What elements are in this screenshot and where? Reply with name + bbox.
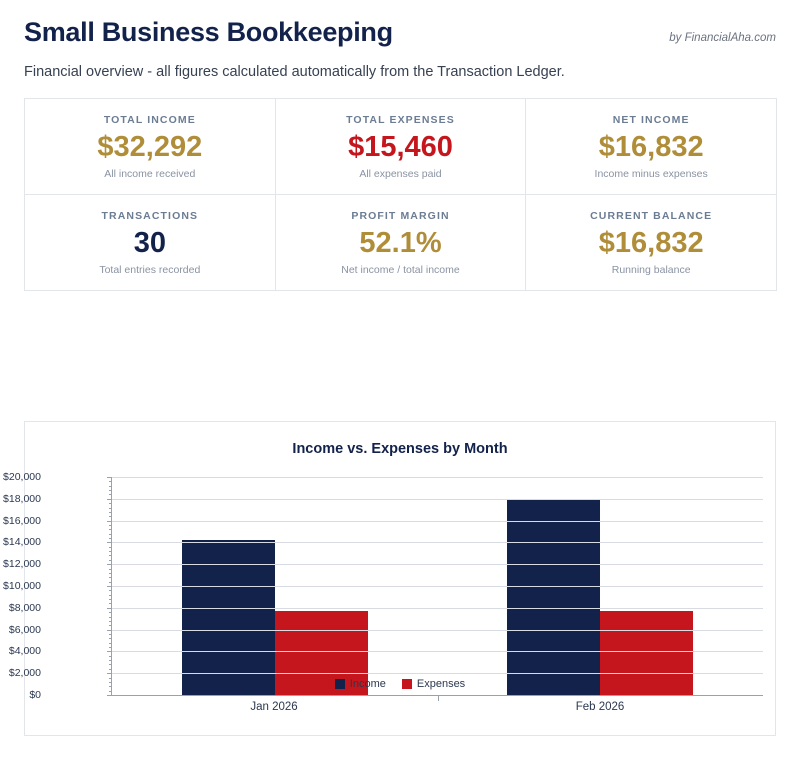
y-axis-minor-tick — [109, 617, 112, 618]
summary-card — [25, 195, 276, 291]
summary-cards — [24, 98, 777, 291]
y-axis-minor-tick — [109, 542, 112, 543]
card-note: Income minus expenses — [594, 168, 708, 181]
y-axis-minor-tick — [109, 512, 112, 513]
y-axis-minor-tick — [109, 673, 112, 674]
y-axis-minor-tick — [109, 560, 112, 561]
card-label: PROFIT MARGIN — [351, 210, 450, 223]
y-axis-minor-tick — [109, 508, 112, 509]
legend-label: Expenses — [416, 678, 466, 690]
gridline — [112, 542, 763, 543]
y-axis-minor-tick — [109, 612, 112, 613]
y-axis-minor-tick — [109, 656, 112, 657]
legend-swatch-expenses — [402, 679, 412, 689]
y-axis-minor-tick — [109, 651, 112, 652]
y-axis-minor-tick — [109, 516, 112, 517]
card-label: CURRENT BALANCE — [590, 210, 713, 223]
y-axis-minor-tick — [109, 538, 112, 539]
gridline — [112, 608, 763, 609]
y-axis-minor-tick — [109, 481, 112, 482]
plot-canvas — [3, 471, 763, 701]
y-axis-minor-tick — [109, 608, 112, 609]
summary-card — [276, 195, 527, 291]
y-axis-tick-label: $18,000 — [3, 492, 41, 505]
y-axis-minor-tick — [109, 564, 112, 565]
card-note: All expenses paid — [359, 168, 442, 181]
y-axis-minor-tick — [109, 586, 112, 587]
y-axis-minor-tick — [109, 551, 112, 552]
x-axis-label: Feb 2026 — [575, 701, 625, 713]
y-axis-minor-tick — [109, 529, 112, 530]
y-axis-minor-tick — [109, 503, 112, 504]
chart-title: Income vs. Expenses by Month — [292, 441, 508, 457]
y-axis-minor-tick — [109, 477, 112, 478]
summary-card — [526, 195, 777, 291]
y-axis-minor-tick — [109, 691, 112, 692]
y-axis-tick-label: $4,000 — [8, 645, 41, 658]
chart-plot-area — [3, 471, 775, 713]
y-axis-minor-tick — [109, 573, 112, 574]
summary-card — [276, 99, 527, 195]
gridline — [112, 499, 763, 500]
y-axis-minor-tick — [109, 647, 112, 648]
legend-item[interactable] — [335, 678, 386, 690]
y-axis-minor-tick — [109, 582, 112, 583]
y-axis-minor-tick — [109, 603, 112, 604]
y-axis-tick-label: $2,000 — [8, 667, 41, 680]
y-axis-minor-tick — [109, 577, 112, 578]
y-axis-minor-tick — [109, 599, 112, 600]
y-axis-minor-tick — [109, 695, 112, 696]
bar-income[interactable] — [507, 499, 600, 695]
y-axis-minor-tick — [109, 664, 112, 665]
card-value: 30 — [133, 227, 166, 260]
gridline — [112, 521, 763, 522]
card-value: $15,460 — [348, 131, 453, 164]
y-axis-tick-label: $16,000 — [3, 514, 41, 527]
gridline — [112, 586, 763, 587]
y-axis-minor-tick — [109, 569, 112, 570]
y-axis-minor-tick — [109, 669, 112, 670]
y-axis-minor-tick — [109, 625, 112, 626]
card-value: $16,832 — [598, 131, 704, 164]
card-value: $32,292 — [97, 131, 203, 164]
gridline — [112, 630, 763, 631]
y-axis-minor-tick — [109, 555, 112, 556]
y-axis-tick-label: $20,000 — [3, 471, 41, 483]
y-axis-minor-tick — [109, 590, 112, 591]
y-axis-minor-tick — [109, 660, 112, 661]
y-axis-minor-tick — [109, 634, 112, 635]
card-label: TRANSACTIONS — [101, 210, 199, 223]
y-axis-tick-label: $12,000 — [3, 558, 41, 571]
summary-card — [25, 99, 276, 195]
y-axis-tick-label: $8,000 — [8, 601, 41, 614]
card-note: Running balance — [611, 264, 691, 277]
card-label: NET INCOME — [612, 114, 690, 127]
card-note: Total entries recorded — [99, 264, 201, 277]
gridline — [112, 673, 763, 674]
y-axis-minor-tick — [109, 486, 112, 487]
y-axis-tick-label: $14,000 — [3, 536, 41, 549]
y-axis-minor-tick — [109, 638, 112, 639]
gridline — [112, 695, 763, 696]
y-axis-minor-tick — [109, 499, 112, 500]
gridline — [112, 477, 763, 478]
card-note: Net income / total income — [341, 264, 460, 277]
x-axis-labels — [111, 701, 763, 713]
chart-panel — [3, 421, 776, 736]
legend-label: Income — [349, 678, 386, 690]
y-axis-tick-label: $0 — [29, 689, 41, 701]
gridline — [112, 564, 763, 565]
y-axis-minor-tick — [109, 525, 112, 526]
card-label: TOTAL INCOME — [103, 114, 196, 127]
page-title: Small Business Bookkeeping — [24, 17, 393, 47]
y-axis-minor-tick — [109, 490, 112, 491]
byline: by FinancialAha.com — [669, 31, 776, 44]
legend-swatch-income — [335, 679, 345, 689]
y-axis-minor-tick — [109, 595, 112, 596]
summary-card — [526, 99, 777, 195]
y-axis-minor-tick — [109, 630, 112, 631]
legend-item[interactable] — [402, 678, 465, 690]
y-axis-minor-tick — [109, 621, 112, 622]
y-axis-minor-tick — [109, 547, 112, 548]
y-axis-tick-label: $6,000 — [8, 623, 41, 636]
y-axis-tick-label: $10,000 — [3, 580, 41, 592]
card-note: All income received — [104, 168, 196, 181]
gridline — [112, 651, 763, 652]
y-axis-minor-tick — [109, 521, 112, 522]
y-axis-minor-tick — [109, 494, 112, 495]
card-value: 52.1% — [359, 227, 442, 260]
page-header — [24, 18, 776, 48]
card-value: $16,832 — [598, 227, 704, 260]
page-container — [0, 0, 800, 291]
chart-legend — [25, 678, 775, 690]
y-axis-minor-tick — [109, 534, 112, 535]
page-subtitle: Financial overview - all figures calculated automatically from the Transaction Ledger. — [24, 63, 565, 80]
card-label: TOTAL EXPENSES — [346, 114, 455, 127]
x-axis-label: Jan 2026 — [250, 701, 298, 713]
y-axis-minor-tick — [109, 643, 112, 644]
